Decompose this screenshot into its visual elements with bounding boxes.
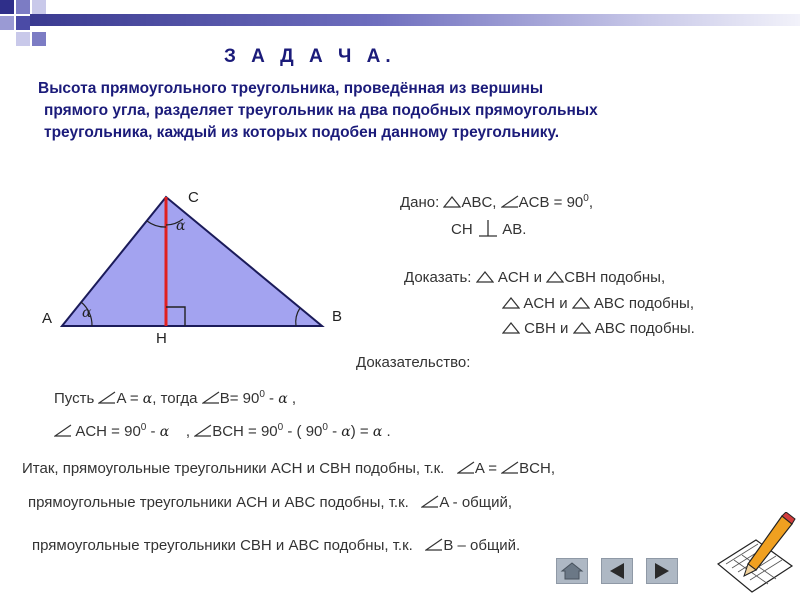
alpha-symbol: α: [278, 391, 288, 407]
header-square-light: [0, 16, 14, 30]
header-square-pale: [32, 0, 46, 14]
angle-icon: [202, 391, 220, 404]
triangle-icon: [572, 296, 590, 309]
degree-sup: 0: [140, 422, 147, 433]
previous-slide-button[interactable]: [601, 558, 633, 584]
proof-conclusion-1: Итак, прямоугольные треугольники ACH и CBH подобны, т.к.: [22, 460, 445, 477]
proof-conclusion-2: прямоугольные треугольники ACH и ABC подобны, т.к.: [28, 494, 409, 511]
degree-sup: 0: [259, 389, 265, 400]
header-square-mid: [16, 0, 30, 14]
given-line-1: [400, 193, 593, 211]
next-slide-button[interactable]: [646, 558, 678, 584]
prove-label: Доказать:: [404, 269, 472, 286]
proof-minus: -: [269, 390, 275, 407]
prove-line-3: [502, 320, 695, 337]
prove-r3-tri2: ABC подобны.: [594, 320, 695, 337]
header-square-dark: [0, 0, 14, 14]
proof-comma: ,: [185, 423, 191, 440]
prove-r2-tri2: ABC подобны,: [593, 295, 694, 312]
vertex-label-c: C: [188, 189, 199, 206]
prove-r3-tri1: CBH: [524, 320, 556, 337]
alpha-label-c: α: [176, 218, 186, 234]
vertex-label-h: H: [156, 330, 167, 347]
degree-sup: 0: [583, 193, 589, 204]
given-line-2: [451, 219, 526, 238]
triangle-figure: [0, 180, 360, 350]
pencil-paper-clipart: [712, 512, 796, 596]
prove-r1-tri1: ACH: [497, 269, 530, 286]
triangle-icon: [443, 195, 461, 208]
proof-common-b: B – общий.: [443, 537, 521, 554]
prove-r1-tri2: CBH подобны,: [564, 269, 666, 286]
proof-line-2: [54, 422, 391, 440]
vertex-label-a: A: [42, 310, 53, 327]
prove-r1-and: и: [533, 269, 543, 286]
proof-conclusion-3: прямоугольные треугольники CBH и ABC подобны, т.к.: [32, 537, 413, 554]
triangle-abc: [62, 197, 322, 326]
alpha-symbol: α: [159, 424, 170, 440]
given-label: Дано:: [400, 194, 440, 211]
page-title: З А Д А Ч А.: [224, 46, 396, 67]
proof-common-a: A - общий,: [439, 494, 513, 511]
proof-line-3: [22, 460, 555, 477]
proof-let: Пусть: [54, 390, 95, 407]
given-angle-acb: ACB = 90: [518, 194, 584, 211]
header-square-dark-2: [16, 16, 30, 30]
proof-then: , тогда: [152, 390, 198, 407]
alpha-symbol: α: [142, 391, 153, 407]
proof-label: Доказательство:: [356, 354, 471, 371]
proof-line-5: [32, 537, 520, 554]
theorem-line: треугольника, каждый из которых подобен данному треугольнику.: [44, 124, 560, 141]
triangle-icon: [502, 321, 520, 334]
prove-line-1: [404, 269, 665, 286]
alpha-symbol: α: [372, 424, 383, 440]
angle-icon: [425, 538, 443, 551]
proof-angle-a: A =: [116, 390, 139, 407]
proof-comma: ,: [291, 390, 297, 407]
header-square-pale-2: [16, 32, 30, 46]
triangle-icon: [546, 270, 564, 283]
theorem-text: [38, 78, 778, 144]
angle-icon: [194, 424, 212, 437]
prove-r3-and: и: [560, 320, 569, 337]
prove-r2-tri1: ACH: [523, 295, 556, 312]
vertex-label-b: B: [332, 308, 343, 325]
triangle-icon: [476, 270, 494, 283]
given-ch: CH: [451, 221, 473, 238]
angle-icon: [54, 424, 72, 437]
angle-icon: [501, 461, 519, 474]
degree-sup: 0: [322, 422, 328, 433]
theorem-line: Высота прямоугольного треугольника, проведённая из вершины: [38, 80, 544, 97]
triangle-icon: [502, 296, 520, 309]
angle-icon: [457, 461, 475, 474]
proof-paren: - ( 90: [287, 423, 323, 440]
angle-icon: [421, 495, 439, 508]
proof-minus: -: [150, 423, 156, 440]
given-triangle-abc: ABC,: [461, 194, 497, 211]
proof-angle-ach: ACH = 90: [75, 423, 141, 440]
perpendicular-icon: [477, 219, 499, 237]
angle-icon: [501, 195, 519, 208]
proof-angle-b: B= 90: [219, 390, 260, 407]
proof-angle-bch: BCH,: [519, 460, 555, 477]
proof-equals: ) =: [350, 423, 369, 440]
proof-period: .: [386, 423, 391, 440]
triangle-icon: [573, 321, 591, 334]
proof-line-4: [28, 494, 512, 511]
given-ab: AB.: [502, 221, 527, 238]
proof-angle-a: A =: [474, 460, 497, 477]
prove-r2-and: и: [559, 295, 568, 312]
arrow-right-icon: [647, 559, 677, 583]
header-square-mid-2: [32, 32, 46, 46]
alpha-label-a: α: [82, 305, 92, 321]
proof-minus: -: [332, 423, 338, 440]
prove-line-2: [502, 295, 694, 312]
arrow-left-icon: [602, 559, 632, 583]
home-button[interactable]: [556, 558, 588, 584]
proof-line-1: [54, 389, 296, 407]
home-icon: [557, 559, 587, 583]
theorem-line: прямого угла, разделяет треугольник на два подобных прямоугольных: [44, 102, 598, 119]
degree-sup: 0: [277, 422, 284, 433]
header-decorative-bar: [30, 14, 800, 26]
alpha-symbol: α: [341, 424, 351, 440]
angle-icon: [98, 391, 116, 404]
given-comma: ,: [588, 194, 594, 211]
proof-angle-bch: BCH = 90: [212, 423, 278, 440]
